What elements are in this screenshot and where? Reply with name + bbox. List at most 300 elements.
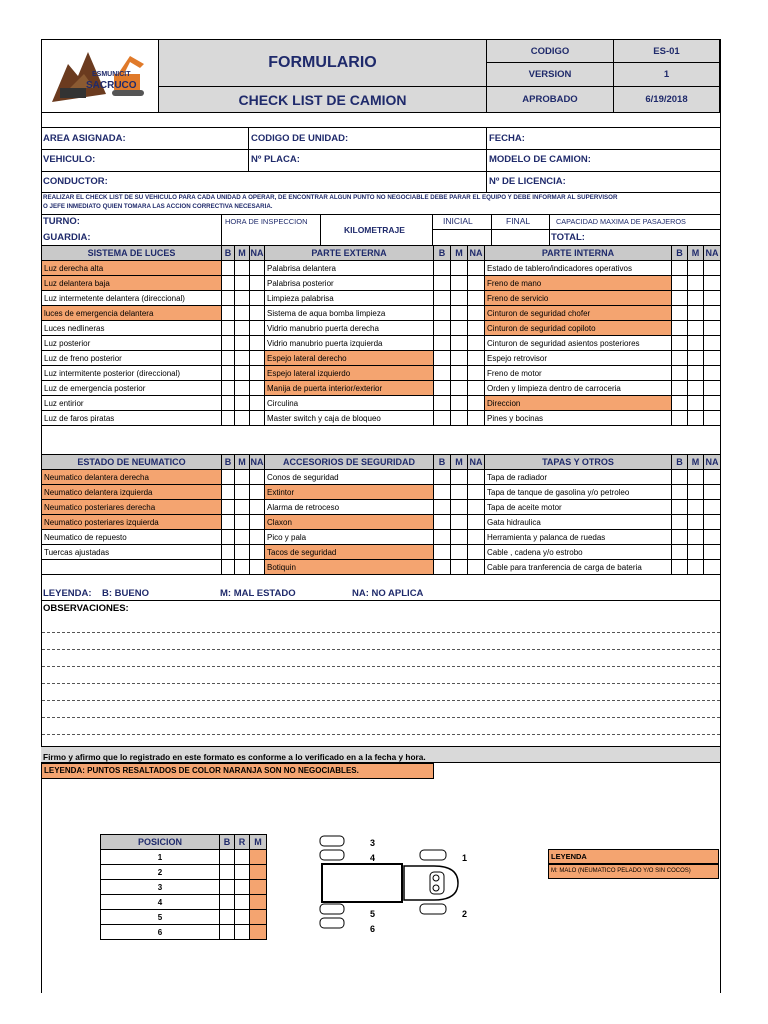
check-box-na[interactable] xyxy=(704,336,721,351)
tire-legend-title xyxy=(548,849,719,864)
check-box-m[interactable] xyxy=(451,306,468,321)
check-box-b[interactable] xyxy=(434,396,451,411)
checklist-item-label: Luz delantera baja xyxy=(42,276,222,291)
check-box-na[interactable] xyxy=(704,470,721,485)
check-box-b[interactable] xyxy=(434,336,451,351)
check-box-na[interactable] xyxy=(468,396,485,411)
form-subtitle: CHECK LIST DE CAMION xyxy=(238,91,407,108)
check-header-na: NA xyxy=(468,455,485,470)
tire-check-m[interactable] xyxy=(250,865,267,880)
check-box-b[interactable] xyxy=(434,545,451,560)
check-box-b[interactable] xyxy=(672,545,688,560)
check-box-na[interactable] xyxy=(468,545,485,560)
check-box-m[interactable] xyxy=(688,321,704,336)
check-box-b[interactable] xyxy=(672,321,688,336)
check-box-m[interactable] xyxy=(451,291,468,306)
check-box-b[interactable] xyxy=(434,485,451,500)
check-box-m[interactable] xyxy=(688,500,704,515)
check-box-m[interactable] xyxy=(688,366,704,381)
diagram-label-5: 5 xyxy=(370,909,376,919)
observation-line[interactable] xyxy=(42,717,720,718)
turno-label: TURNO: xyxy=(43,216,80,227)
logo-text-2: SACRUCO xyxy=(86,80,137,91)
check-box-na[interactable] xyxy=(468,351,485,366)
check-box-b[interactable] xyxy=(222,336,235,351)
check-box-na[interactable] xyxy=(250,515,265,530)
check-box-b[interactable] xyxy=(434,306,451,321)
checklist-item-label: Freno de servicio xyxy=(485,291,672,306)
check-header-b: B xyxy=(434,246,451,261)
tire-position-table xyxy=(100,834,267,940)
check-box-m[interactable] xyxy=(235,515,250,530)
divider xyxy=(486,127,487,192)
diagram-label-2: 2 xyxy=(462,909,468,919)
check-box-b[interactable] xyxy=(434,291,451,306)
check-box-m[interactable] xyxy=(451,366,468,381)
tire-check-m[interactable] xyxy=(250,880,267,895)
check-box-na[interactable] xyxy=(704,411,721,426)
check-box-na[interactable] xyxy=(250,366,265,381)
check-box-m[interactable] xyxy=(451,351,468,366)
check-box-b[interactable] xyxy=(672,560,688,575)
check-box-b[interactable] xyxy=(222,381,235,396)
check-box-b[interactable] xyxy=(672,381,688,396)
checklist-item-label: Neumatico posteriares derecha xyxy=(42,500,222,515)
check-header-na: NA xyxy=(704,455,721,470)
check-box-b[interactable] xyxy=(434,500,451,515)
check-box-m[interactable] xyxy=(235,291,250,306)
leyenda-noaplica: NA: NO APLICA xyxy=(352,588,424,599)
check-box-na[interactable] xyxy=(250,291,265,306)
checklist-item-label: Sistema de aqua bomba limpieza xyxy=(265,306,434,321)
check-box-b[interactable] xyxy=(434,470,451,485)
check-box-b[interactable] xyxy=(672,336,688,351)
table-row xyxy=(42,515,721,530)
tire-check-b[interactable] xyxy=(220,880,235,895)
check-box-na[interactable] xyxy=(468,291,485,306)
checklist-item-label: Freno de mano xyxy=(485,276,672,291)
diagram-label-3: 3 xyxy=(370,838,376,848)
check-box-na[interactable] xyxy=(468,485,485,500)
check-box-na[interactable] xyxy=(468,336,485,351)
divider xyxy=(41,127,720,128)
diagram-label-1: 1 xyxy=(462,853,468,863)
checklist-item-label: Manija de puerta interior/exterior xyxy=(265,381,434,396)
check-box-na[interactable] xyxy=(468,261,485,276)
observation-line[interactable] xyxy=(42,666,720,667)
check-box-m[interactable] xyxy=(688,470,704,485)
check-box-b[interactable] xyxy=(434,321,451,336)
table-row xyxy=(42,291,721,306)
check-box-na[interactable] xyxy=(468,306,485,321)
check-box-b[interactable] xyxy=(222,515,235,530)
tire-legend-text xyxy=(548,864,719,879)
check-box-m[interactable] xyxy=(451,515,468,530)
check-box-b[interactable] xyxy=(434,530,451,545)
tire-check-b[interactable] xyxy=(220,910,235,925)
kilometraje-label: KILOMETRAJE xyxy=(344,225,405,235)
checklist-item-label: Extintor xyxy=(265,485,434,500)
check-box-b[interactable] xyxy=(672,411,688,426)
checklist-item-label: Cable para tranferencia de carga de bateria xyxy=(485,560,672,575)
check-box-b[interactable] xyxy=(434,261,451,276)
check-box-m[interactable] xyxy=(235,545,250,560)
observation-line[interactable] xyxy=(42,649,720,650)
diagram-label-4: 4 xyxy=(370,853,376,863)
check-box-b[interactable] xyxy=(434,366,451,381)
check-box-b[interactable] xyxy=(672,351,688,366)
checklist-item-label: Tuercas ajustadas xyxy=(42,545,222,560)
check-box-m[interactable] xyxy=(235,321,250,336)
checklist-item-label: Tacos de seguridad xyxy=(265,545,434,560)
check-box-b[interactable] xyxy=(672,485,688,500)
check-box-m[interactable] xyxy=(451,485,468,500)
check-box-m[interactable] xyxy=(451,261,468,276)
check-box-b[interactable] xyxy=(672,276,688,291)
tire-b-header: B xyxy=(220,835,235,850)
checklist-item-label: Tapa de tanque de gasolina y/o petroleo xyxy=(485,485,672,500)
form-title: FORMULARIO xyxy=(268,54,377,71)
check-box-b[interactable] xyxy=(222,276,235,291)
licencia-label: Nº DE LICENCIA: xyxy=(489,176,566,187)
tire-check-r[interactable] xyxy=(235,925,250,940)
checklist-item-label: Luz posterior xyxy=(42,336,222,351)
check-box-na[interactable] xyxy=(250,306,265,321)
check-box-b[interactable] xyxy=(222,411,235,426)
check-box-m[interactable] xyxy=(235,470,250,485)
check-box-b[interactable] xyxy=(222,470,235,485)
hora-label: HORA DE INSPECCION xyxy=(225,217,308,226)
instruction-line-2: O JEFE INMEDIATO QUIEN TOMARA LAS ACCION CORRECTIVA NECESARIA. xyxy=(43,203,273,210)
tire-3[interactable] xyxy=(320,836,344,846)
check-box-na[interactable] xyxy=(704,545,721,560)
check-box-b[interactable] xyxy=(672,261,688,276)
table-row xyxy=(42,485,721,500)
check-box-na[interactable] xyxy=(250,321,265,336)
tire-position-number: 2 xyxy=(101,865,220,880)
check-box-m[interactable] xyxy=(688,485,704,500)
tire-6[interactable] xyxy=(320,918,344,928)
check-box-b[interactable] xyxy=(672,530,688,545)
check-box-m[interactable] xyxy=(688,276,704,291)
tire-check-b[interactable] xyxy=(220,925,235,940)
check-box-m[interactable] xyxy=(235,336,250,351)
divider xyxy=(41,171,720,172)
check-box-na[interactable] xyxy=(468,411,485,426)
check-box-na[interactable] xyxy=(250,261,265,276)
check-box-m[interactable] xyxy=(688,560,704,575)
logo-cell xyxy=(41,39,159,113)
check-box-m[interactable] xyxy=(235,500,250,515)
check-box-b[interactable] xyxy=(222,500,235,515)
checklist-item-label: Master switch y caja de bloqueo xyxy=(265,411,434,426)
observation-line[interactable] xyxy=(42,632,720,633)
guardia-label: GUARDIA: xyxy=(43,232,91,243)
check-box-b[interactable] xyxy=(222,560,235,575)
section-header-row xyxy=(42,455,721,470)
check-box-na[interactable] xyxy=(704,396,721,411)
check-box-b[interactable] xyxy=(222,291,235,306)
check-box-na[interactable] xyxy=(468,366,485,381)
check-box-na[interactable] xyxy=(250,396,265,411)
aprobado-label: APROBADO xyxy=(522,94,578,105)
checklist-item-label: Cinturon de seguridad asientos posteriores xyxy=(485,336,672,351)
tire-1[interactable] xyxy=(420,850,446,860)
check-box-na[interactable] xyxy=(468,500,485,515)
check-header-m: M xyxy=(235,455,250,470)
table-row xyxy=(42,366,721,381)
tire-check-b[interactable] xyxy=(220,865,235,880)
checklist-item-label: Claxon xyxy=(265,515,434,530)
column-title-3: TAPAS Y OTROS xyxy=(485,455,672,470)
check-box-m[interactable] xyxy=(688,530,704,545)
truck-tire-diagram xyxy=(312,830,492,940)
tire-check-r[interactable] xyxy=(235,850,250,865)
column-title-2: PARTE EXTERNA xyxy=(265,246,434,261)
diagram-label-6: 6 xyxy=(370,924,376,934)
divider xyxy=(432,229,720,230)
check-box-na[interactable] xyxy=(704,381,721,396)
checklist-item-label: Vidrio manubrio puerta izquierda xyxy=(265,336,434,351)
check-box-m[interactable] xyxy=(451,321,468,336)
check-box-b[interactable] xyxy=(222,396,235,411)
checklist-item-label: Neumatico de repuesto xyxy=(42,530,222,545)
check-box-m[interactable] xyxy=(451,560,468,575)
column-title-1: ESTADO DE NEUMATICO xyxy=(42,455,222,470)
check-box-b[interactable] xyxy=(222,485,235,500)
truck-cargo-body xyxy=(322,864,402,902)
observation-line[interactable] xyxy=(42,734,720,735)
check-box-m[interactable] xyxy=(688,291,704,306)
check-box-m[interactable] xyxy=(235,261,250,276)
check-box-na[interactable] xyxy=(468,381,485,396)
check-box-m[interactable] xyxy=(688,515,704,530)
check-box-na[interactable] xyxy=(704,560,721,575)
check-box-m[interactable] xyxy=(451,545,468,560)
check-box-m[interactable] xyxy=(235,381,250,396)
check-box-na[interactable] xyxy=(704,321,721,336)
check-box-m[interactable] xyxy=(235,396,250,411)
tire-position-number: 5 xyxy=(101,910,220,925)
tire-legend-title-text: LEYENDA xyxy=(551,852,587,861)
check-box-m[interactable] xyxy=(451,276,468,291)
tire-position-number: 4 xyxy=(101,895,220,910)
check-header-m: M xyxy=(688,246,704,261)
check-box-m[interactable] xyxy=(451,381,468,396)
check-box-m[interactable] xyxy=(451,500,468,515)
check-box-m[interactable] xyxy=(688,381,704,396)
check-box-b[interactable] xyxy=(672,470,688,485)
tire-position-number: 1 xyxy=(101,850,220,865)
form-subtitle-cell xyxy=(158,86,487,113)
checklist-section-tires-safety-caps xyxy=(41,454,721,575)
checklist-item-label: Estado de tablero/indicadores operativos xyxy=(485,261,672,276)
check-box-na[interactable] xyxy=(704,261,721,276)
posicion-header: POSICION xyxy=(101,835,220,850)
check-box-m[interactable] xyxy=(235,530,250,545)
check-box-m[interactable] xyxy=(235,411,250,426)
check-box-na[interactable] xyxy=(468,530,485,545)
check-box-na[interactable] xyxy=(704,485,721,500)
check-box-b[interactable] xyxy=(222,306,235,321)
check-box-b[interactable] xyxy=(434,411,451,426)
checklist-item-label: Luces nedlineras xyxy=(42,321,222,336)
divider xyxy=(41,214,720,215)
tire-check-m[interactable] xyxy=(250,895,267,910)
check-box-na[interactable] xyxy=(468,515,485,530)
check-box-na[interactable] xyxy=(250,500,265,515)
check-box-na[interactable] xyxy=(468,560,485,575)
check-box-m[interactable] xyxy=(688,306,704,321)
check-box-b[interactable] xyxy=(222,321,235,336)
check-box-b[interactable] xyxy=(672,291,688,306)
tire-check-r[interactable] xyxy=(235,895,250,910)
conductor-label: CONDUCTOR: xyxy=(43,176,108,187)
total-label: TOTAL: xyxy=(551,232,585,243)
check-box-m[interactable] xyxy=(451,411,468,426)
checklist-item-label: Espejo retrovisor xyxy=(485,351,672,366)
tire-2[interactable] xyxy=(420,904,446,914)
check-box-b[interactable] xyxy=(434,351,451,366)
check-box-b[interactable] xyxy=(672,500,688,515)
check-box-na[interactable] xyxy=(250,545,265,560)
tire-4[interactable] xyxy=(320,850,344,860)
check-box-na[interactable] xyxy=(250,351,265,366)
check-box-m[interactable] xyxy=(688,336,704,351)
check-box-na[interactable] xyxy=(250,470,265,485)
check-box-na[interactable] xyxy=(250,530,265,545)
check-box-na[interactable] xyxy=(704,515,721,530)
checklist-item-label: Luz entirior xyxy=(42,396,222,411)
check-box-na[interactable] xyxy=(704,306,721,321)
checklist-item-label: Alarma de retroceso xyxy=(265,500,434,515)
check-box-na[interactable] xyxy=(704,530,721,545)
check-box-b[interactable] xyxy=(434,515,451,530)
check-box-na[interactable] xyxy=(704,351,721,366)
check-box-m[interactable] xyxy=(235,306,250,321)
tire-check-m[interactable] xyxy=(250,910,267,925)
aprobado-value: 6/19/2018 xyxy=(645,94,688,105)
check-box-na[interactable] xyxy=(704,366,721,381)
check-box-b[interactable] xyxy=(222,261,235,276)
check-box-b[interactable] xyxy=(434,381,451,396)
checklist-item-label: Luz derecha alta xyxy=(42,261,222,276)
tire-row xyxy=(101,925,267,940)
check-box-m[interactable] xyxy=(235,276,250,291)
check-box-m[interactable] xyxy=(235,351,250,366)
divider xyxy=(41,600,720,601)
check-box-m[interactable] xyxy=(451,336,468,351)
check-box-na[interactable] xyxy=(704,276,721,291)
check-box-na[interactable] xyxy=(250,381,265,396)
check-box-na[interactable] xyxy=(250,560,265,575)
table-row xyxy=(42,351,721,366)
tire-check-b[interactable] xyxy=(220,895,235,910)
check-header-m: M xyxy=(235,246,250,261)
check-box-na[interactable] xyxy=(468,321,485,336)
capacidad-label: CAPACIDAD MAXIMA DE PASAJEROS xyxy=(556,217,686,226)
divider xyxy=(221,214,222,245)
check-box-na[interactable] xyxy=(704,291,721,306)
tire-row xyxy=(101,895,267,910)
check-box-m[interactable] xyxy=(235,366,250,381)
divider xyxy=(248,127,249,171)
check-box-m[interactable] xyxy=(688,261,704,276)
divider xyxy=(41,192,720,193)
tire-check-r[interactable] xyxy=(235,910,250,925)
checklist-item-label: Luz intermitente posterior (direccional) xyxy=(42,366,222,381)
check-box-m[interactable] xyxy=(688,351,704,366)
checklist-item-label: Pines y bocinas xyxy=(485,411,672,426)
check-box-b[interactable] xyxy=(672,366,688,381)
check-box-b[interactable] xyxy=(434,560,451,575)
check-box-b[interactable] xyxy=(672,306,688,321)
check-box-na[interactable] xyxy=(468,470,485,485)
observation-line[interactable] xyxy=(42,700,720,701)
check-header-na: NA xyxy=(704,246,721,261)
check-box-b[interactable] xyxy=(222,366,235,381)
checklist-item-label: Neumatico posteriares izquierda xyxy=(42,515,222,530)
check-box-m[interactable] xyxy=(451,470,468,485)
check-box-b[interactable] xyxy=(222,545,235,560)
check-box-m[interactable] xyxy=(451,396,468,411)
check-box-m[interactable] xyxy=(688,545,704,560)
check-box-b[interactable] xyxy=(222,530,235,545)
checklist-item-label: Palabrisa posterior xyxy=(265,276,434,291)
check-box-na[interactable] xyxy=(250,336,265,351)
check-box-b[interactable] xyxy=(672,396,688,411)
table-row xyxy=(42,470,721,485)
tire-row xyxy=(101,850,267,865)
tire-row xyxy=(101,880,267,895)
check-box-na[interactable] xyxy=(250,276,265,291)
aprobado-label-cell xyxy=(486,86,614,113)
check-box-b[interactable] xyxy=(434,276,451,291)
check-header-na: NA xyxy=(468,246,485,261)
checklist-item-label: Freno de motor xyxy=(485,366,672,381)
non-negotiable-text: LEYENDA: PUNTOS RESALTADOS DE COLOR NARANJA SON NO NEGOCIABLES. xyxy=(44,766,359,775)
check-box-na[interactable] xyxy=(250,485,265,500)
check-box-m[interactable] xyxy=(235,485,250,500)
check-box-na[interactable] xyxy=(468,276,485,291)
tire-check-m[interactable] xyxy=(250,925,267,940)
checklist-item-label xyxy=(42,560,222,575)
check-box-b[interactable] xyxy=(222,351,235,366)
check-header-m: M xyxy=(451,246,468,261)
tire-check-m[interactable] xyxy=(250,850,267,865)
check-box-m[interactable] xyxy=(688,411,704,426)
tire-header-row xyxy=(101,835,267,850)
tire-check-r[interactable] xyxy=(235,880,250,895)
table-row xyxy=(42,500,721,515)
check-box-na[interactable] xyxy=(250,411,265,426)
observaciones-label: OBSERVACIONES: xyxy=(43,603,129,614)
check-box-na[interactable] xyxy=(704,500,721,515)
table-row xyxy=(42,336,721,351)
check-box-m[interactable] xyxy=(235,560,250,575)
check-box-m[interactable] xyxy=(688,396,704,411)
observation-line[interactable] xyxy=(42,683,720,684)
divider xyxy=(320,214,321,245)
check-box-b[interactable] xyxy=(672,515,688,530)
column-title-3: PARTE INTERNA xyxy=(485,246,672,261)
tire-check-b[interactable] xyxy=(220,850,235,865)
tire-5[interactable] xyxy=(320,904,344,914)
check-box-m[interactable] xyxy=(451,530,468,545)
check-header-b: B xyxy=(222,455,235,470)
tire-check-r[interactable] xyxy=(235,865,250,880)
version-value-cell xyxy=(613,62,720,87)
